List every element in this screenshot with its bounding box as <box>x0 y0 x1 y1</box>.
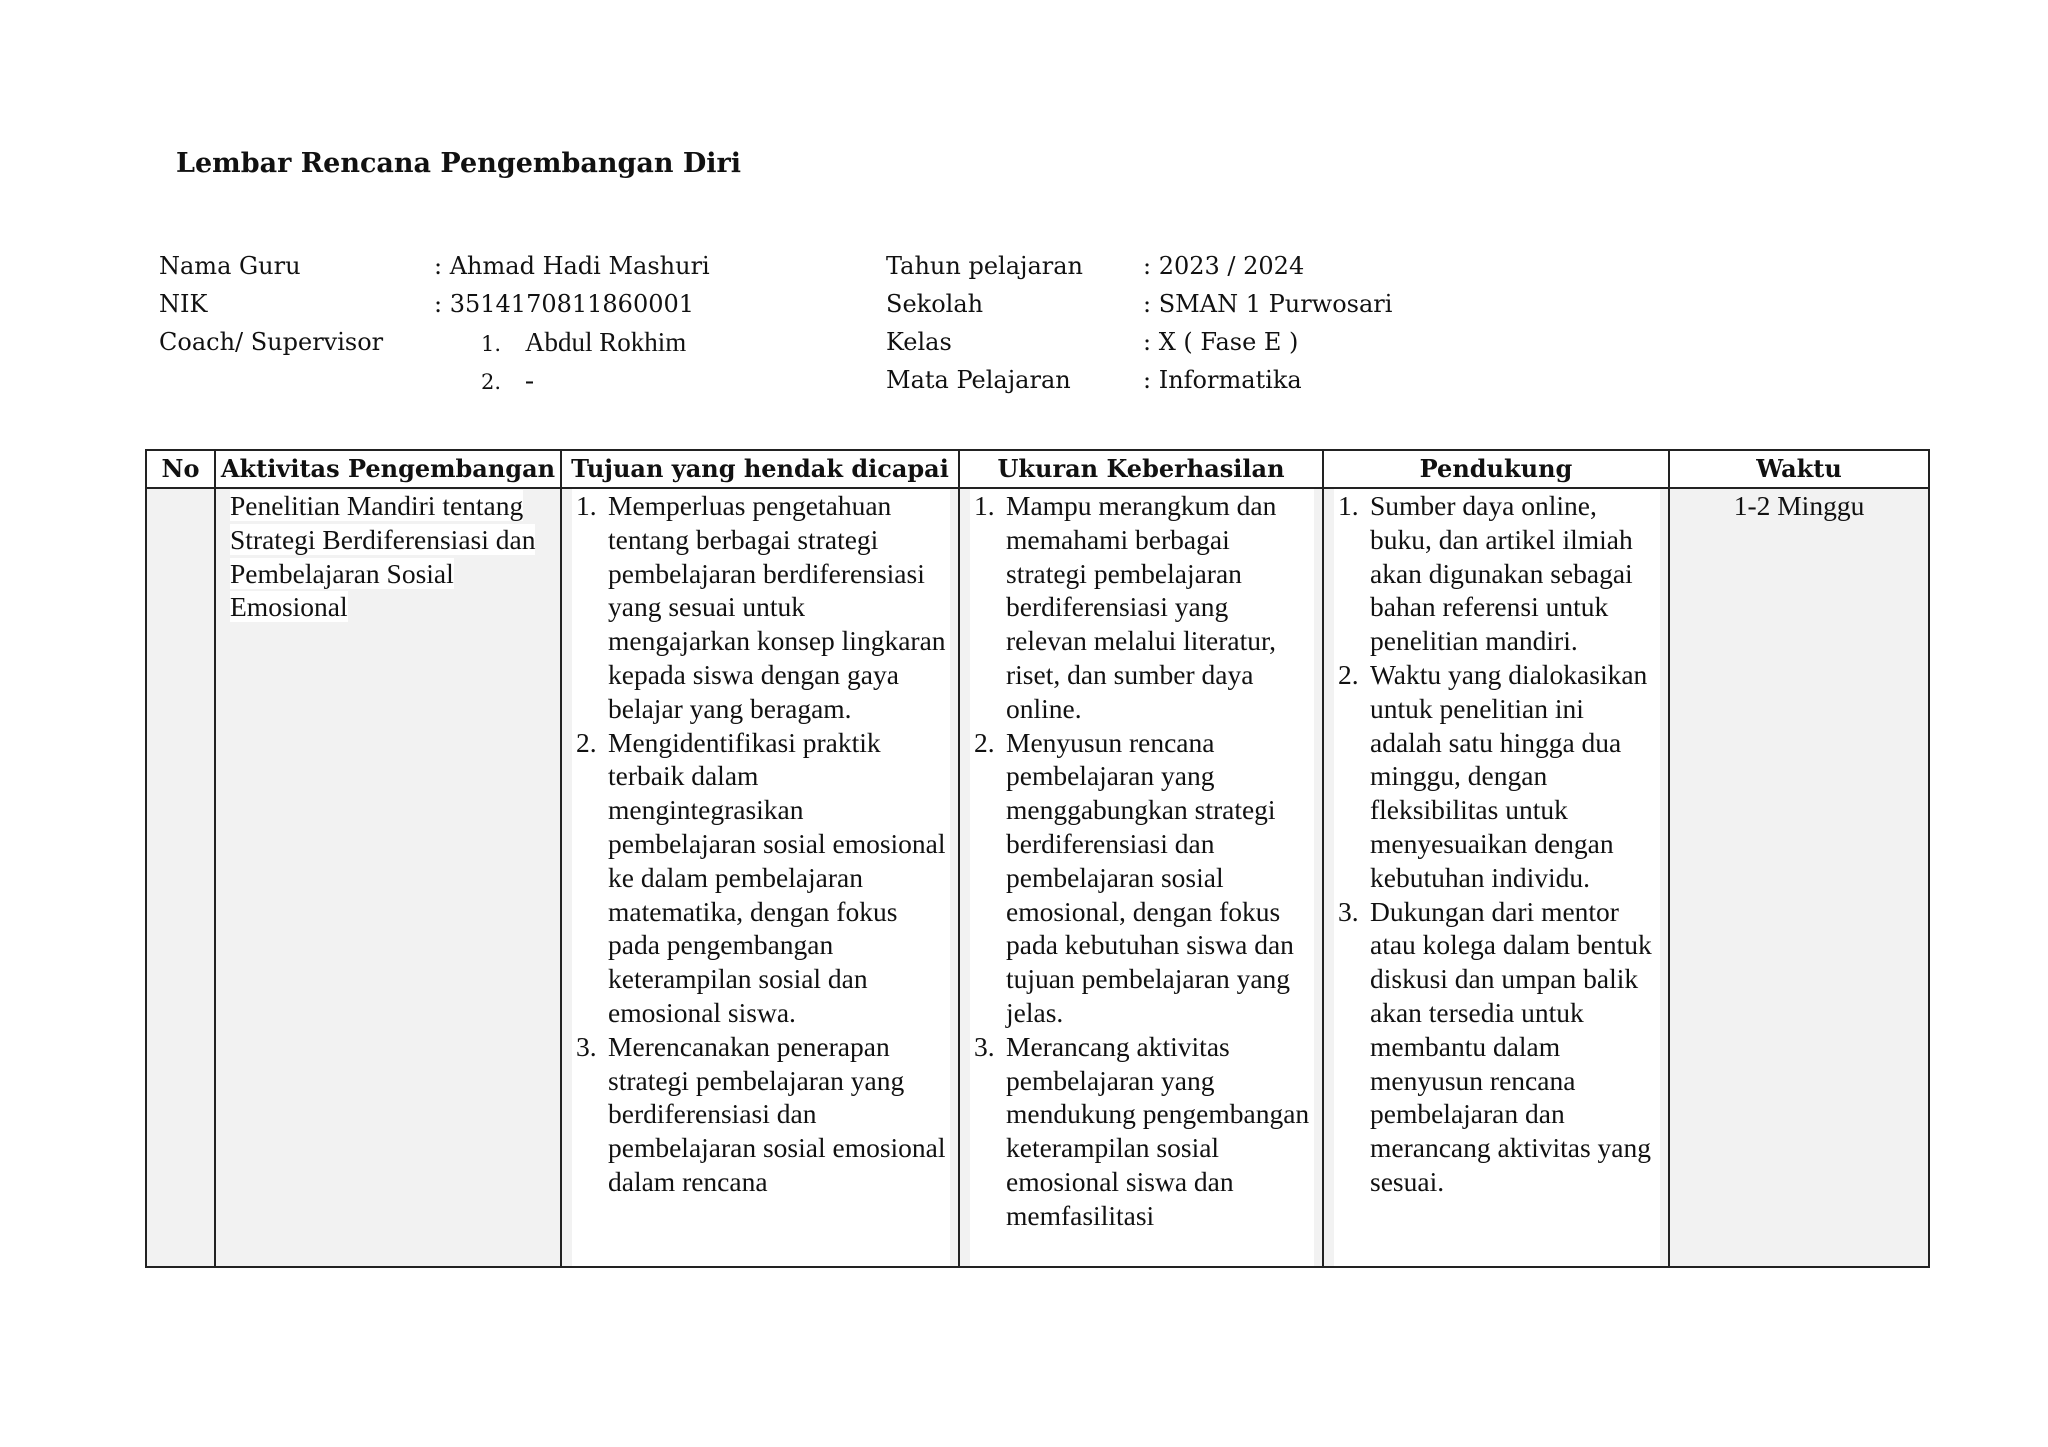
header-aktivitas: Aktivitas Pengembangan <box>215 450 561 488</box>
list-item-text: Dukungan dari mentor atau kolega dalam bentuk diskusi dan umpan balik akan tersedia untuk membantu dalam menyusun rencana pembelajaran dan merancang aktivitas yang sesuai. <box>1370 895 1652 1197</box>
list-item-number: 1. <box>974 490 995 521</box>
table-row <box>146 488 1929 1267</box>
list-item-number: 1. <box>576 490 597 521</box>
list-item-number: 3. <box>974 1030 995 1062</box>
list-item-number: 3. <box>1338 895 1359 927</box>
list-item <box>572 726 950 1030</box>
nik-value: : 3514170811860001 <box>434 290 695 318</box>
coach-item <box>481 361 686 399</box>
cell-aktivitas <box>215 488 561 1267</box>
list-item-text: Mengidentifikasi praktik terbaik dalam mengintegrasikan pembelajaran sosial emosional ke dalam pembelajaran matematika, dengan fokus pada pengembangan keterampilan sosial dan emosional siswa. <box>608 726 946 1028</box>
aktivitas-text: Penelitian Mandiri tentang Strategi Berdiferensiasi dan Pembelajaran Sosial Emosional <box>230 490 536 623</box>
tahun-label: Tahun pelajaran <box>886 252 1083 280</box>
list-item <box>970 489 1314 726</box>
nama-guru-value: : Ahmad Hadi Mashuri <box>434 252 710 280</box>
page-title: Lembar Rencana Pengembangan Diri <box>176 148 742 179</box>
list-item-number: 2. <box>1338 658 1359 690</box>
list-item-number: 2. <box>576 726 597 758</box>
cell-waktu <box>1669 488 1929 1267</box>
pendukung-list <box>1334 489 1660 1199</box>
tujuan-list <box>572 489 950 1199</box>
tahun-value: : 2023 / 2024 <box>1143 252 1305 280</box>
tujuan-content <box>572 489 950 1266</box>
header-ukuran: Ukuran Keberhasilan <box>959 450 1323 488</box>
coach-item-number: 1. <box>481 332 502 356</box>
list-item-number: 1. <box>1338 490 1359 521</box>
list-item <box>572 1030 950 1199</box>
header-pendukung: Pendukung <box>1323 450 1669 488</box>
list-item-text: Merancang aktivitas pembelajaran yang mendukung pengembangan keterampilan sosial emosional siswa dan memfasilitasi <box>1006 1030 1310 1231</box>
kelas-value: : X ( Fase E ) <box>1143 328 1299 356</box>
ukuran-content <box>970 489 1314 1266</box>
sekolah-value: : SMAN 1 Purwosari <box>1143 290 1393 318</box>
list-item <box>1334 489 1660 658</box>
list-item <box>970 1030 1314 1233</box>
coach-list <box>481 323 686 399</box>
mapel-value: : Informatika <box>1143 366 1302 394</box>
list-item <box>1334 895 1660 1199</box>
nama-guru-label: Nama Guru <box>159 252 301 280</box>
list-item-text: Mampu merangkum dan memahami berbagai strategi pembelajaran berdiferensiasi yang relevan melalui literatur, riset, dan sumber daya online. <box>1006 490 1277 724</box>
nik-label: NIK <box>159 290 208 318</box>
list-item <box>970 726 1314 1030</box>
cell-no <box>146 488 215 1267</box>
header-waktu: Waktu <box>1669 450 1929 488</box>
header-no: No <box>146 450 215 488</box>
list-item-text: Sumber daya online, buku, dan artikel ilmiah akan digunakan sebagai bahan referensi untuk penelitian mandiri. <box>1370 490 1633 657</box>
list-item-text: Memperluas pengetahuan tentang berbagai strategi pembelajaran berdiferensiasi yang sesuai untuk mengajarkan konsep lingkaran kepada siswa dengan gaya belajar yang beragam. <box>608 490 946 724</box>
pendukung-content <box>1334 489 1660 1266</box>
mapel-label: Mata Pelajaran <box>886 366 1071 394</box>
kelas-label: Kelas <box>886 328 952 356</box>
coach-item-name: Abdul Rokhim <box>525 327 687 357</box>
list-item <box>1334 658 1660 895</box>
list-item-text: Menyusun rencana pembelajaran yang menggabungkan strategi berdiferensiasi dan pembelajaran sosial emosional, dengan fokus pada kebutuhan siswa dan tujuan pembelajaran yang jelas. <box>1006 726 1294 1028</box>
waktu-text: 1-2 Minggu <box>1733 490 1865 521</box>
coach-item <box>481 323 686 361</box>
list-item-number: 3. <box>576 1030 597 1062</box>
coach-label: Coach/ Supervisor <box>159 328 384 356</box>
ukuran-list <box>970 489 1314 1233</box>
info-left <box>159 247 759 407</box>
cell-ukuran <box>959 488 1323 1267</box>
aktivitas-text-wrap <box>216 489 560 624</box>
sekolah-label: Sekolah <box>886 290 984 318</box>
cell-pendukung <box>1323 488 1669 1267</box>
cell-tujuan <box>561 488 959 1267</box>
list-item-number: 2. <box>974 726 995 758</box>
header-tujuan: Tujuan yang hendak dicapai <box>561 450 959 488</box>
coach-item-number: 2. <box>481 370 502 394</box>
list-item-text: Merencanakan penerapan strategi pembelajaran yang berdiferensiasi dan pembelajaran sosial emosional dalam rencana <box>608 1030 946 1197</box>
plan-table <box>145 449 1930 1268</box>
list-item-text: Waktu yang dialokasikan untuk penelitian ini adalah satu hingga dua minggu, dengan fleksibilitas untuk menyesuaikan dengan kebutuhan individu. <box>1370 658 1648 893</box>
list-item <box>572 489 950 726</box>
info-right <box>886 247 1486 407</box>
table-header-row <box>146 450 1929 488</box>
coach-item-name: - <box>525 365 534 395</box>
